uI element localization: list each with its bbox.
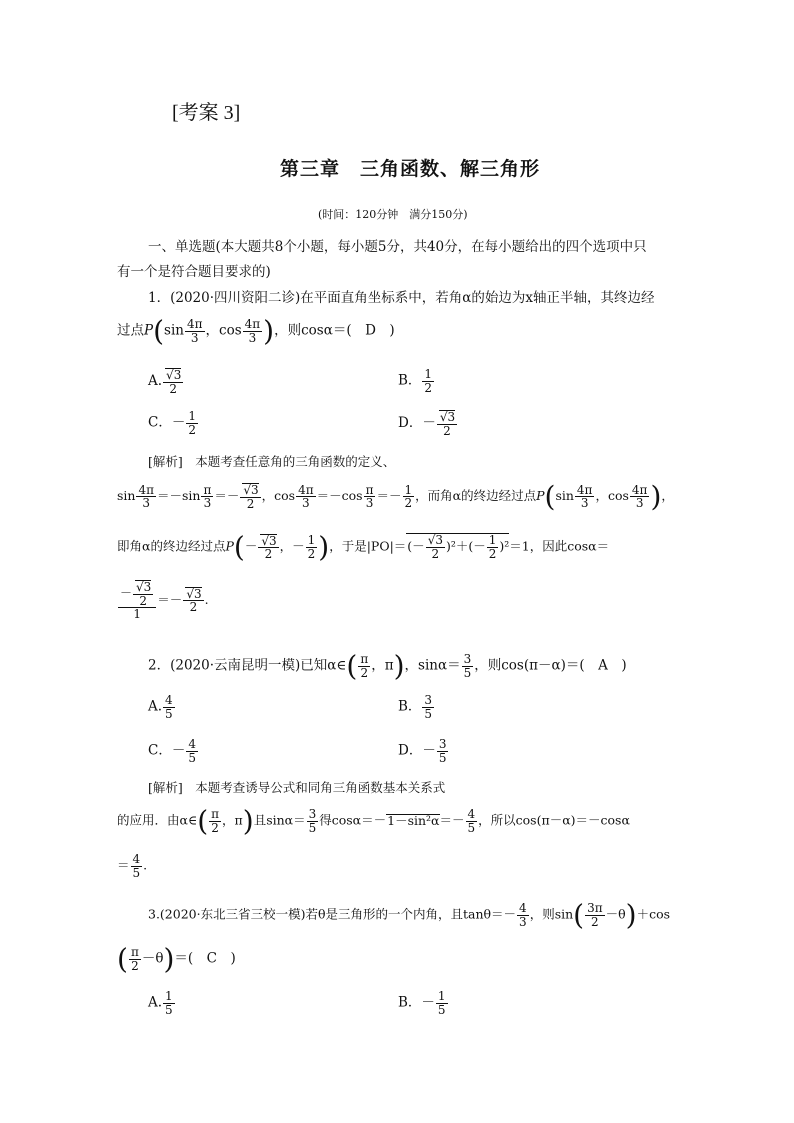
q3-option-b: B．－ $\frac{1}{5}$ <box>398 989 446 1017</box>
q1-option-a: A. $\frac{√3}{2}$ <box>148 368 182 396</box>
section-intro-line1: 一、单选题(本大题共8个小题，每小题5分，共40分，在每小题给出的四个选项中只 <box>148 239 647 255</box>
q3-option-a: A. $\frac{1}{5}$ <box>148 989 173 1017</box>
q1-option-c: C．－ $\frac{1}{2}$ <box>148 409 196 437</box>
time-info: (时间：120分钟 满分150分) <box>318 208 468 221</box>
q2-option-a: A. $\frac{4}{5}$ <box>148 693 173 721</box>
q1-analysis-line2: sin $\frac{4\pi}{3}$ ＝－sin $\frac{\pi}{3}$ ＝－ $\frac{√3}{2}$ ，cos $\frac{4\pi}{3}$ ＝－cos $\frac{\pi}{3}$ ＝－ $\frac{1}{2}$ ，而角α的终边经过点P(sin $\frac{4\pi}{3}$ ，cos $\frac{4\pi}{3}$ )， <box>117 480 674 513</box>
q2-option-d: D．－ $\frac{3}{5}$ <box>398 737 447 765</box>
q1-analysis-line4: － $\frac{√3}{2}$ 1 ＝－ $\frac{√3}{2}$ . <box>120 580 209 622</box>
q2-option-c: C．－ $\frac{4}{5}$ <box>148 737 196 765</box>
chapter-title: 第三章 三角函数、解三角形 <box>280 158 541 180</box>
q3-line2: ( $\frac{\pi}{2}$ －θ)＝( C ) <box>117 942 236 976</box>
q1-analysis-line3: 即角α的终边经过点P(－ $\frac{√3}{2}$ ，－ $\frac{1}{2}$ )，于是|PO|＝(－ $\frac{√3}{2}$ )²＋(－ $\frac{1}{2}$ )²＝1，因此cosα＝ <box>117 530 610 564</box>
q2-analysis-line1: [解析] 本题考查诱导公式和同角三角函数基本关系式 <box>148 780 446 795</box>
q2-line1: 2．(2020·云南昆明一模)已知α∈( $\frac{\pi}{2}$ ，π)，sinα＝ $\frac{3}{5}$ ，则cos(π－α)＝( A ) <box>148 649 627 683</box>
q1-analysis-line1: [解析] 本题考查任意角的三角函数的定义、 <box>148 454 396 469</box>
q2-analysis-line2: 的应用．由α∈( $\frac{\pi}{2}$ ，π)且sinα＝ $\frac{3}{5}$ 得cosα＝－1－sin²α＝－ $\frac{4}{5}$ ，所以cos(π－α)＝－cosα <box>117 804 630 838</box>
q2-analysis-line3: ＝ $\frac{4}{5}$ . <box>117 852 148 880</box>
q2-option-b: B． $\frac{3}{5}$ <box>398 693 433 721</box>
q3-line1: 3.(2020·东北三省三校一模)若θ是三角形的一个内角，且tanθ＝－ $\frac{4}{3}$ ，则sin( $\frac{3\pi}{2}$ －θ)＋cos <box>148 898 671 932</box>
q1-line1: 1．(2020·四川资阳二诊)在平面直角坐标系中，若角α的始边为x轴正半轴，其终边经 <box>148 290 655 306</box>
section-intro-line2: 有一个是符合题目要求的) <box>117 264 271 280</box>
q1-line2: 过点P(sin $\frac{4\pi}{3}$ ，cos $\frac{4\pi}{3}$ )，则cosα＝( D ) <box>117 314 395 348</box>
q1-option-d: D．－ $\frac{√3}{2}$ <box>398 410 456 438</box>
exam-label: [考案 3] <box>172 102 241 124</box>
q1-option-b: B． $\frac{1}{2}$ <box>398 367 433 395</box>
